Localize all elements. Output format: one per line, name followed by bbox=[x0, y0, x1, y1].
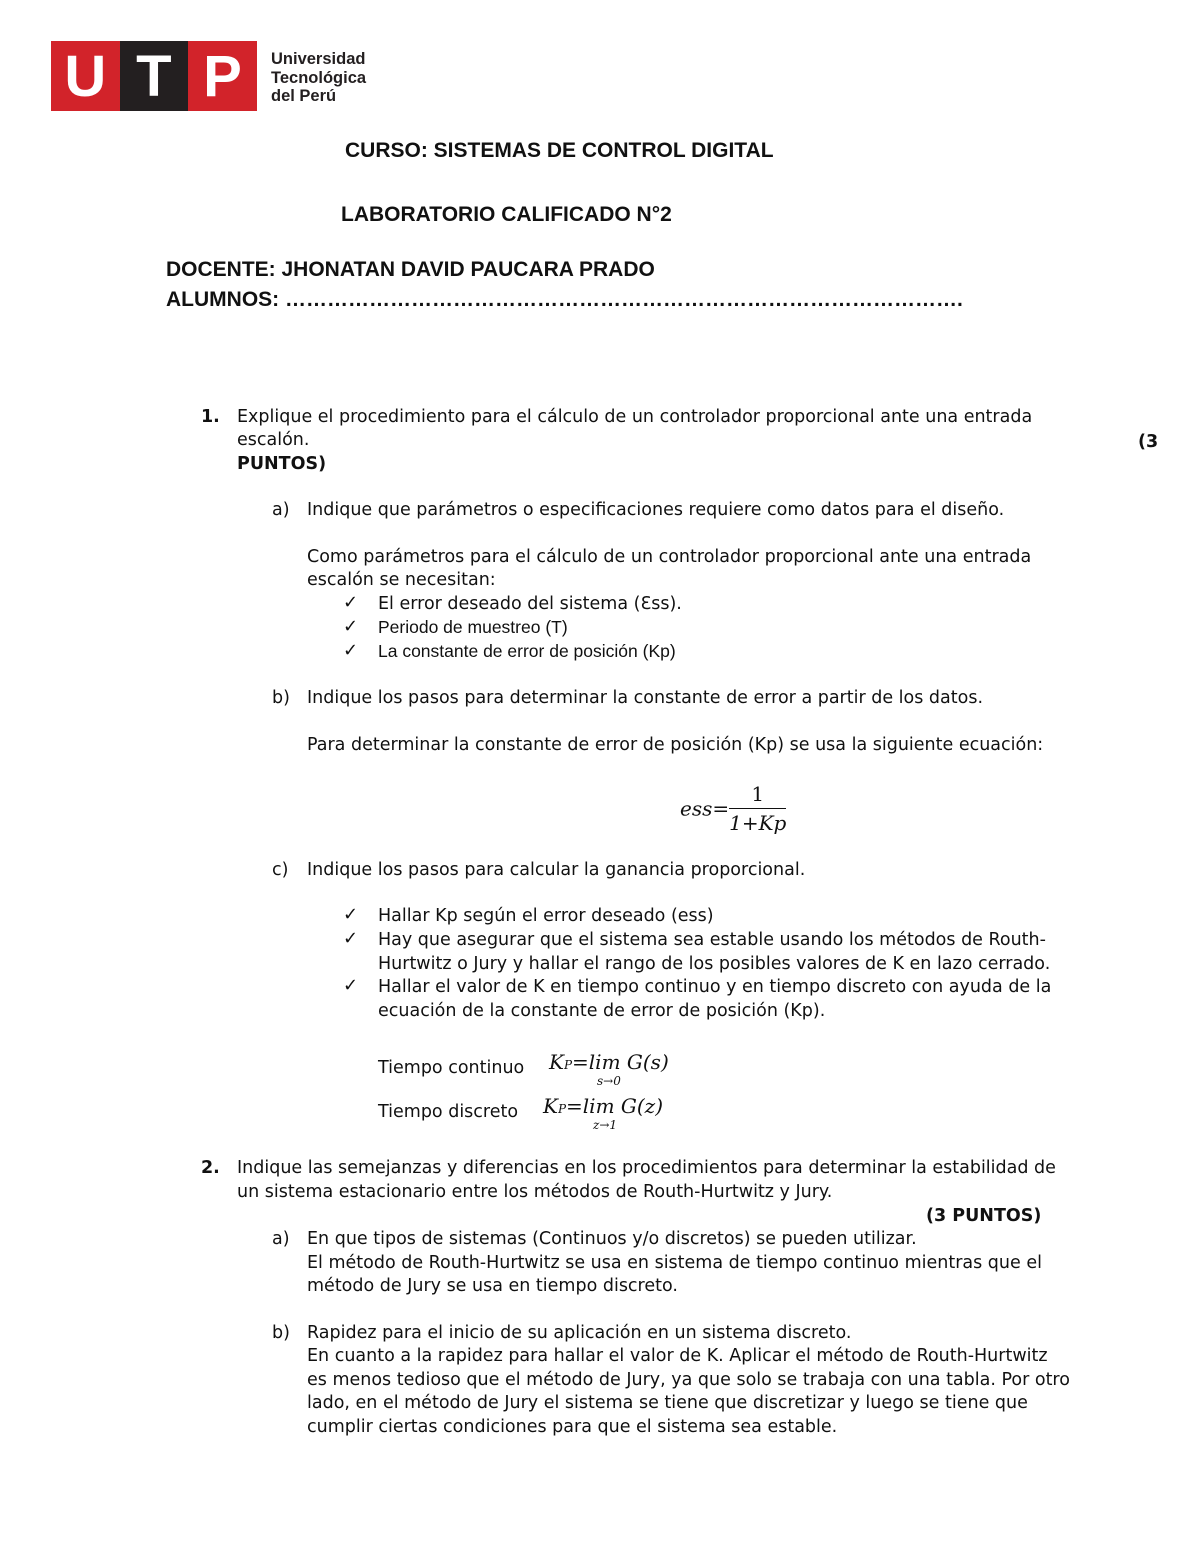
disc-eq-rest: =lim G(z) bbox=[566, 1094, 664, 1118]
q2-points: (3 PUNTOS) bbox=[926, 1206, 1042, 1226]
teacher-line: DOCENTE: JHONATAN DAVID PAUCARA PRADO bbox=[166, 258, 655, 281]
logo-name-line-1: Universidad bbox=[271, 50, 366, 68]
q1a-letter: a) bbox=[272, 500, 290, 520]
cont-eq-rest: =lim G(s) bbox=[572, 1050, 669, 1074]
ess-equation bbox=[680, 782, 786, 835]
q1a-check-3: La constante de error de posición (Kp) bbox=[378, 641, 676, 661]
q1c-check-3-line-2: ecuación de la constante de error de posición (Kp). bbox=[378, 1001, 826, 1021]
disc-eq-limit: z→1 bbox=[593, 1118, 618, 1132]
q1-points-b: PUNTOS) bbox=[237, 454, 327, 474]
logo-letter-p: P bbox=[188, 41, 257, 111]
q1-number: 1. bbox=[201, 407, 220, 427]
q1c-check-2-line-1: Hay que asegurar que el sistema sea estable usando los métodos de Routh- bbox=[378, 930, 1046, 950]
logo-letter-t: T bbox=[120, 41, 189, 111]
q2a-answer-line-2: método de Jury se usa en tiempo discreto. bbox=[307, 1276, 678, 1296]
check-icon: ✓ bbox=[343, 904, 359, 925]
q2b-answer-line-1: En cuanto a la rapidez para hallar el valor de K. Aplicar el método de Routh-Hurtwitz bbox=[307, 1346, 1048, 1366]
check-icon: ✓ bbox=[343, 592, 359, 613]
course-title: CURSO: SISTEMAS DE CONTROL DIGITAL bbox=[345, 139, 774, 162]
cont-eq-k: K bbox=[549, 1050, 564, 1074]
utp-logo bbox=[51, 41, 257, 111]
q1-points-a: (3 bbox=[1138, 432, 1159, 452]
q1a-check-2: Periodo de muestreo (T) bbox=[378, 617, 568, 637]
logo-name-line-2: Tecnológica bbox=[271, 68, 367, 87]
q1c-check-3-line-1: Hallar el valor de K en tiempo continuo y en tiempo discreto con ayuda de la bbox=[378, 977, 1052, 997]
logo-university-name bbox=[271, 50, 366, 106]
check-icon: ✓ bbox=[343, 928, 359, 949]
q1a-answer-line-2: escalón se necesitan: bbox=[307, 570, 496, 590]
q2b-answer-line-4: cumplir ciertas condiciones para que el sistema sea estable. bbox=[307, 1417, 838, 1437]
logo-letter-u: U bbox=[51, 41, 120, 111]
discrete-time-equation bbox=[543, 1094, 663, 1118]
ess-eq-numerator: 1 bbox=[729, 782, 786, 809]
q1a-answer-line-1: Como parámetros para el cálculo de un controlador proporcional ante una entrada bbox=[307, 547, 1032, 567]
lab-title: LABORATORIO CALIFICADO N°2 bbox=[341, 203, 672, 226]
cont-eq-limit: s→0 bbox=[597, 1074, 621, 1088]
check-icon: ✓ bbox=[343, 975, 359, 996]
students-line: ALUMNOS: ……………………………………………………………………………………. bbox=[166, 288, 963, 311]
q1-text-line-2: escalón. bbox=[237, 430, 310, 450]
ess-eq-lhs: ess= bbox=[680, 796, 730, 821]
q2-number: 2. bbox=[201, 1158, 220, 1178]
ess-eq-denominator: 1+Kp bbox=[729, 811, 787, 835]
q2-text-line-2: un sistema estacionario entre los métodos de Routh-Hurtwitz y Jury. bbox=[237, 1182, 833, 1202]
q1b-letter: b) bbox=[272, 688, 290, 708]
disc-eq-sub: P bbox=[557, 1102, 567, 1116]
q1b-answer: Para determinar la constante de error de posición (Kp) se usa la siguiente ecuación: bbox=[307, 735, 1044, 755]
q1a-check-1: El error deseado del sistema (Ɛss). bbox=[378, 594, 682, 614]
q2b-letter: b) bbox=[272, 1323, 290, 1343]
cont-eq-sub: P bbox=[563, 1058, 573, 1072]
check-icon: ✓ bbox=[343, 640, 359, 661]
q1c-letter: c) bbox=[272, 860, 289, 880]
q2b-answer-line-2: es menos tedioso que el método de Jury, ya que solo se trabaja con una tabla. Por otro bbox=[307, 1370, 1070, 1390]
q1b-question: Indique los pasos para determinar la constante de error a partir de los datos. bbox=[307, 688, 984, 708]
q2a-letter: a) bbox=[272, 1229, 290, 1249]
logo-name-line-3: del Perú bbox=[271, 87, 337, 105]
q1c-check-2-line-2: Hurtwitz o Jury y hallar el rango de los posibles valores de K en lazo cerrado. bbox=[378, 954, 1051, 974]
q1-text-line-1: Explique el procedimiento para el cálculo de un controlador proporcional ante una entrada bbox=[237, 407, 1033, 427]
q1a-question: Indique que parámetros o especificaciones requiere como datos para el diseño. bbox=[307, 500, 1005, 520]
continuous-time-equation bbox=[549, 1050, 669, 1074]
q2b-question: Rapidez para el inicio de su aplicación en un sistema discreto. bbox=[307, 1323, 852, 1343]
disc-eq-k: K bbox=[543, 1094, 558, 1118]
q1c-question: Indique los pasos para calcular la ganancia proporcional. bbox=[307, 860, 806, 880]
ess-eq-fraction bbox=[729, 782, 786, 835]
continuous-time-label: Tiempo continuo bbox=[378, 1058, 525, 1078]
q2a-answer-line-1: El método de Routh-Hurtwitz se usa en sistema de tiempo continuo mientras que el bbox=[307, 1253, 1042, 1273]
check-icon: ✓ bbox=[343, 616, 359, 637]
q2b-answer-line-3: lado, en el método de Jury el sistema se tiene que discretizar y luego se tiene que bbox=[307, 1393, 1028, 1413]
discrete-time-label: Tiempo discreto bbox=[378, 1102, 519, 1122]
q2a-question: En que tipos de sistemas (Continuos y/o discretos) se pueden utilizar. bbox=[307, 1229, 917, 1249]
q2-text-line-1: Indique las semejanzas y diferencias en los procedimientos para determinar la estabilidad de bbox=[237, 1158, 1056, 1178]
q1c-check-1: Hallar Kp según el error deseado (ess) bbox=[378, 906, 714, 926]
